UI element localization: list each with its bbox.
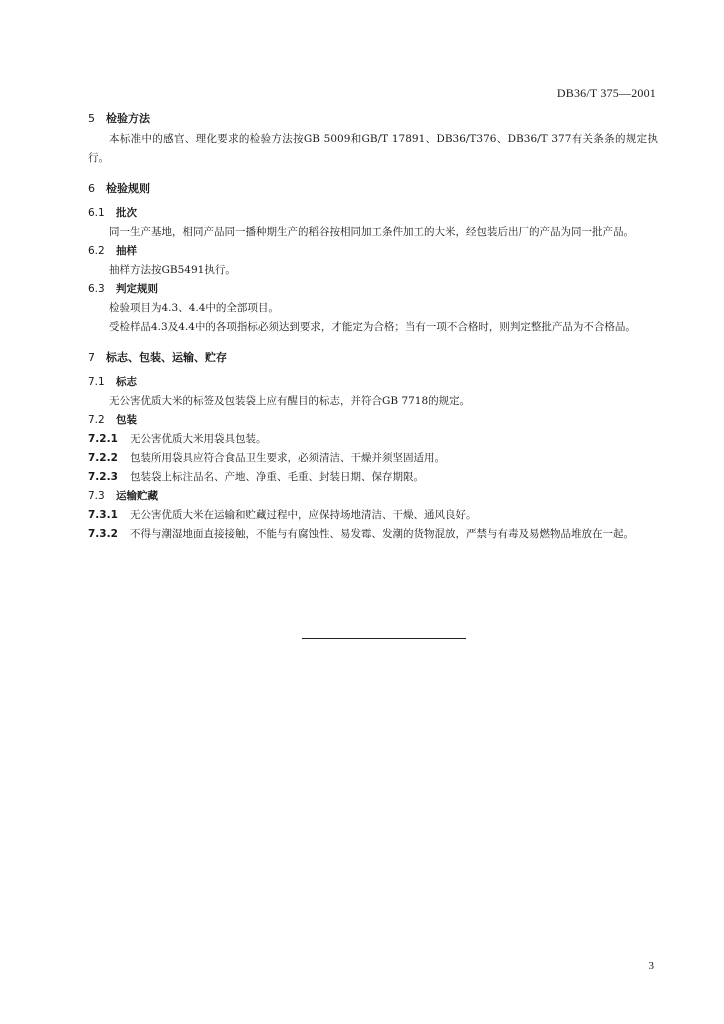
subsection-title: 批次 [116,207,137,219]
subsection-title: 判定规则 [116,283,158,295]
section-5-heading [88,108,658,130]
section-number: 7 [88,351,95,364]
clause-text: 不得与潮湿地面直接接触，不能与有腐蚀性、易发霉、发潮的货物混放，严禁与有毒及易燃物品堆放在一起。 [130,528,634,540]
section-6-1-heading [88,204,658,223]
section-7-3-heading [88,487,658,506]
section-7-1-heading [88,373,658,392]
subsection-title: 运输贮藏 [116,490,158,502]
section-6-1-paragraph: 同一生产基地，相同产品同一播种期生产的稻谷按相同加工条件加工的大米，经包装后出厂的产品为同一批产品。 [109,226,634,238]
subsection-title: 抽样 [116,245,137,257]
section-title: 标志、包装、运输、贮存 [106,351,227,364]
clause-number: 7.2.2 [88,452,118,464]
section-6-3-heading [88,280,658,299]
section-title: 检验规则 [106,182,150,195]
end-of-document-rule [302,638,466,639]
section-7-heading [88,347,658,369]
subsection-number: 7.3 [88,490,105,502]
subsection-title: 标志 [116,376,137,388]
section-7-2-heading [88,411,658,430]
document-body [88,108,658,544]
clause-7-2-3 [88,468,658,487]
document-code: DB36/T 375—2001 [556,86,656,100]
clause-7-2-2 [88,449,658,468]
clause-7-3-2 [88,525,658,544]
clause-number: 7.3.2 [88,528,118,540]
clause-7-3-1 [88,506,658,525]
section-7-1-paragraph: 无公害优质大米的标签及包装袋上应有醒目的标志，并符合GB 7718的规定。 [109,395,471,407]
page-number: 3 [648,960,654,972]
subsection-title: 包装 [116,414,137,426]
clause-number: 7.2.1 [88,433,118,445]
clause-text: 包装袋上标注品名、产地、净重、毛重、封装日期、保存期限。 [130,471,424,483]
clause-text: 包装所用袋具应符合食品卫生要求，必须清洁、干燥并须坚固适用。 [130,452,445,464]
clause-text: 无公害优质大米在运输和贮藏过程中，应保持场地清洁、干燥、通风良好。 [130,509,477,521]
clause-number: 7.2.3 [88,471,118,483]
section-6-heading [88,178,658,200]
section-6-2-paragraph: 抽样方法按GB5491执行。 [109,264,236,276]
section-6-3-paragraph-2: 受检样品4.3及4.4中的各项指标必须达到要求，才能定为合格；当有一项不合格时，则判定整批产品为不合格品。 [109,321,636,333]
subsection-number: 7.2 [88,414,105,426]
section-5-paragraph: 本标准中的感官、理化要求的检验方法按GB 5009和GB/T 17891、DB36/T376、DB36/T 377有关条条的规定执行。 [88,133,658,164]
section-6-3-paragraph-1: 检验项目为4.3、4.4中的全部项目。 [109,302,279,314]
subsection-number: 6.1 [88,207,105,219]
subsection-number: 6.2 [88,245,105,257]
clause-text: 无公害优质大米用袋具包装。 [130,433,267,445]
subsection-number: 6.3 [88,283,105,295]
clause-7-2-1 [88,430,658,449]
section-number: 5 [88,112,95,125]
section-6-2-heading [88,242,658,261]
clause-number: 7.3.1 [88,509,118,521]
section-number: 6 [88,182,95,195]
section-title: 检验方法 [106,112,150,125]
subsection-number: 7.1 [88,376,105,388]
